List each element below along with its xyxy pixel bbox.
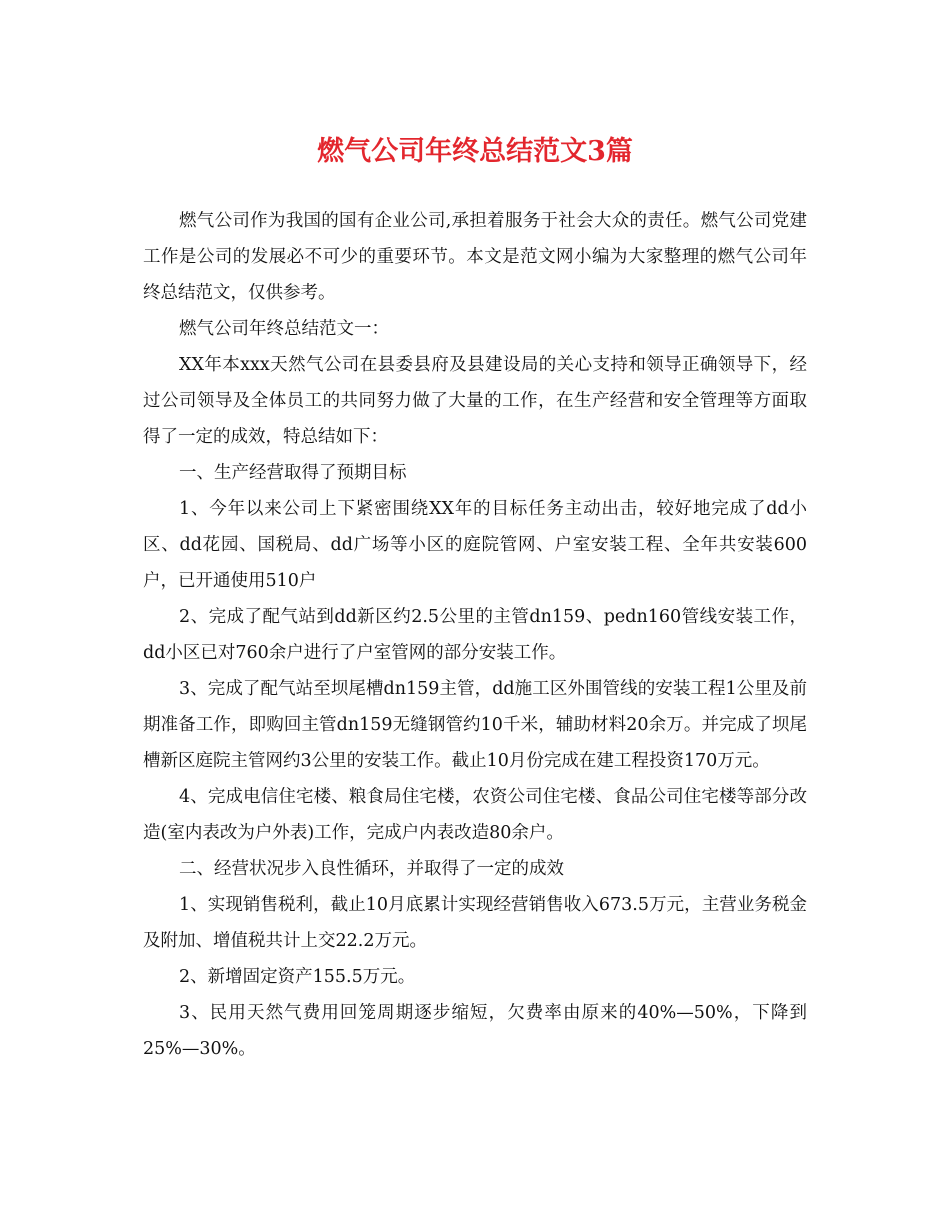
paragraph-item: 1、今年以来公司上下紧密围绕XX年的目标任务主动出击，较好地完成了dd小区、dd花园、国税局、dd广场等小区的庭院管网、户室安装工程、全年共安装600户，已开通使用510户 — [143, 499, 807, 591]
paragraph-item: 4、完成电信住宅楼、粮食局住宅楼，农资公司住宅楼、食品公司住宅楼等部分改造(室内表改为户外表)工作，完成户内表改造80余户。 — [143, 787, 807, 843]
section-heading-production: 一、生产经营取得了预期目标 — [179, 463, 407, 483]
document-body — [143, 203, 807, 1067]
paragraph-item: 3、完成了配气站至坝尾槽dn159主管，dd施工区外围管线的安装工程1公里及前期准备工作，即购回主管dn159无缝钢管约10千米，辅助材料20余万。并完成了坝尾槽新区庭院主管网约3公里的安装工作。截止10月份完成在建工程投资170万元。 — [143, 679, 807, 771]
paragraph-heading-sample-one: 燃气公司年终总结范文一： — [179, 319, 389, 339]
paragraph-item: 2、新增固定资产155.5万元。 — [179, 967, 416, 987]
section-heading-operations: 二、经营状况步入良性循环，并取得了一定的成效 — [179, 859, 564, 879]
paragraph-intro: 燃气公司作为我国的国有企业公司,承担着服务于社会大众的责任。燃气公司党建工作是公司的发展必不可少的重要环节。本文是范文网小编为大家整理的燃气公司年终总结范文，仅供参考。 — [143, 211, 807, 303]
document-title: 燃气公司年终总结范文3篇 — [317, 136, 633, 167]
paragraph-summary: XX年本xxx天然气公司在县委县府及县建设局的关心支持和领导正确领导下，经过公司领导及全体员工的共同努力做了大量的工作，在生产经营和安全管理等方面取得了一定的成效，特总结如下： — [143, 355, 807, 447]
paragraph-item: 1、实现销售税利，截止10月底累计实现经营销售收入673.5万元，主营业务税金及附加、增值税共计上交22.2万元。 — [143, 895, 807, 951]
paragraph-item: 2、完成了配气站到dd新区约2.5公里的主管dn159、pedn160管线安装工作，dd小区已对760余户进行了户室管网的部分安装工作。 — [143, 607, 807, 663]
paragraph-item: 3、民用天然气费用回笼周期逐步缩短，欠费率由原来的40%—50%，下降到25%—30%。 — [143, 1003, 807, 1059]
